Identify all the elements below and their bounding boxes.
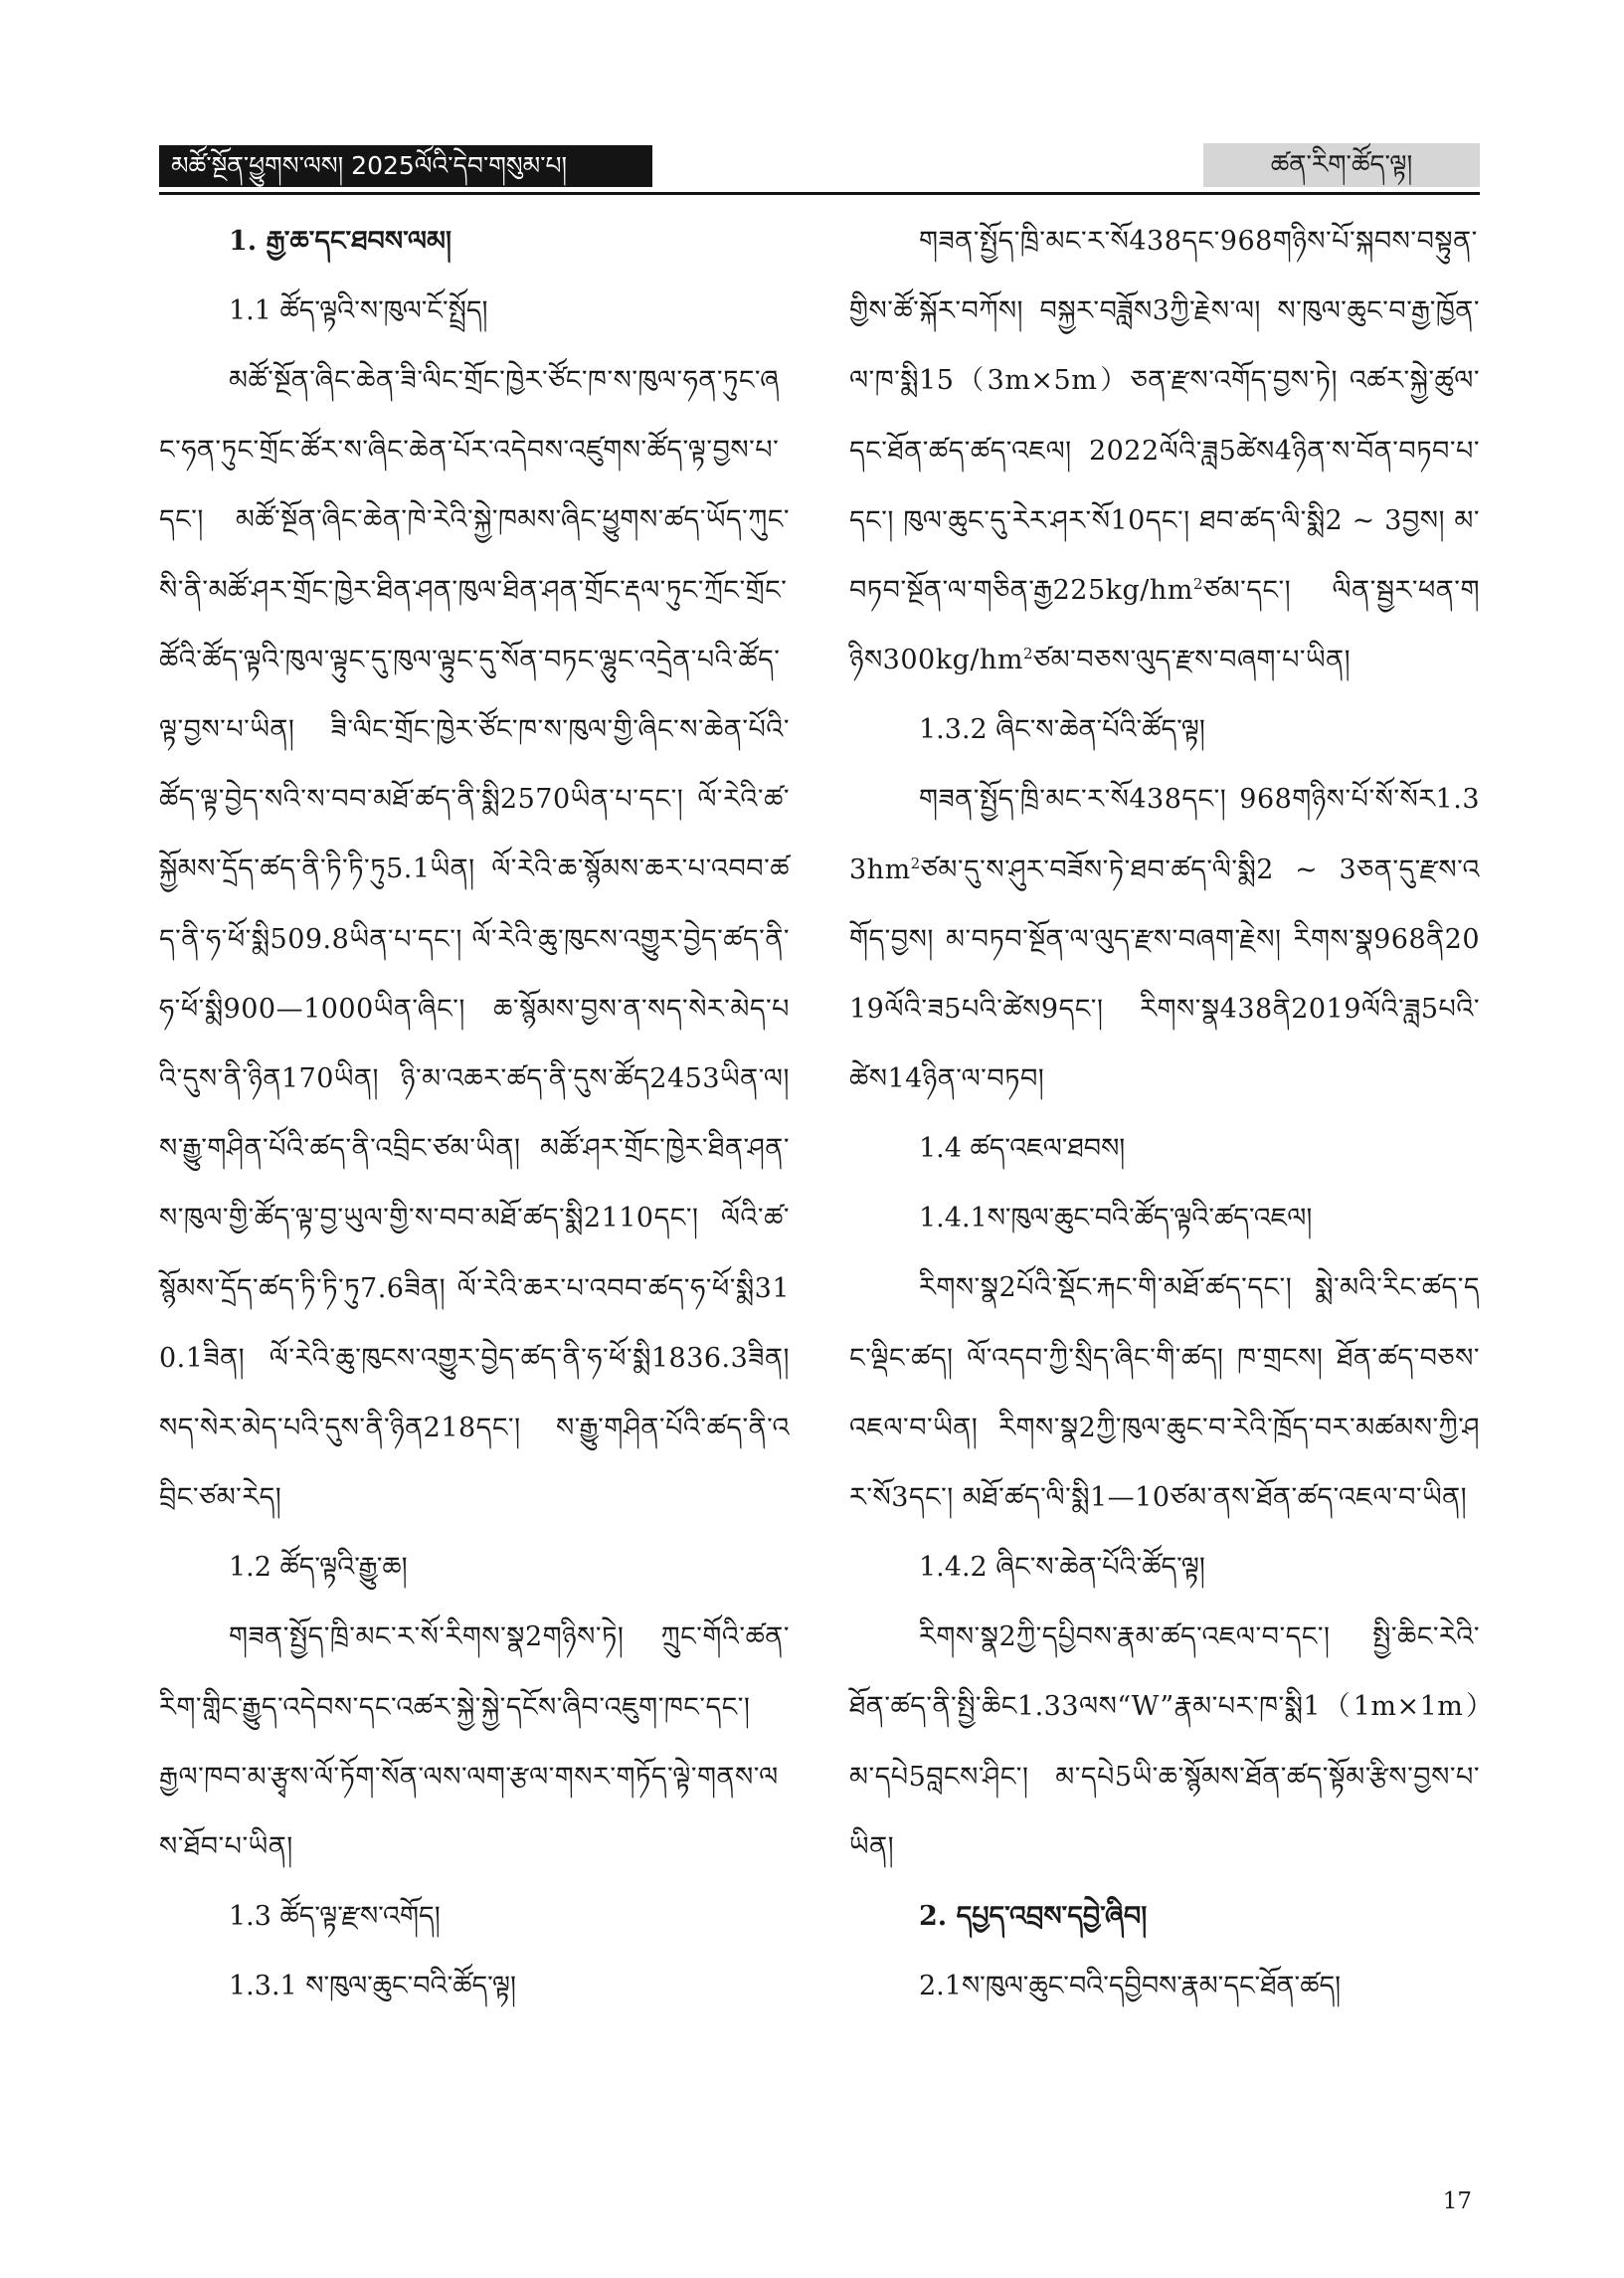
heading-1-2: 1.2 ཚོད་ལྟའི་རྒྱུ་ཆ། xyxy=(229,1552,408,1584)
heading-1-3-1: 1.3.1 ས་ཁུལ་ཆུང་བའི་ཚོད་ལྟ། xyxy=(229,1971,516,2002)
plot-design-text-b: ཙམ་དང་། ལིན་སྦྱར་ཕན་གཉིས300kg/hm xyxy=(849,575,1480,676)
heading-1-4-1: 1.4.1ས་ཁུལ་ཆུང་བའི་ཚོད་ལྟའི་ཚད་འཇལ། xyxy=(919,1203,1313,1234)
heading-1-4: 1.4 ཚད་འཇལ་ཐབས། xyxy=(919,1133,1126,1165)
page-number: 17 xyxy=(1442,2188,1472,2214)
plot-design-text-c: ཙམ་བཅས་ལུད་རྫས་བཞག་པ་ཡིན། xyxy=(1033,645,1352,676)
plot-design-text-a: གཟན་སྤྱོད་ཁྲི་མང་ར་སོ438དང་968གཉིས་པོ་སྐབས་བསྟུན་གྱིས་ཚོ་སྐོར་བཀོས། བསྐྱར་བཟློས3ཀྱི་རྗེས་ལ། ས་ཁུལ་ཆུང་བ་རྒྱ་ཁྱོན་ལ་ཁ་སྨི15（3m×5m）ཅན་རྫས་འགོད་བྱས་ཏེ། འཚར་སྐྱེ་ཚུལ་དང་ཐོན་ཚད་ཚད་འཇལ། 2022ལོའི་ཟླ5ཚེས4ཉིན་ས་བོན་བཏབ་པ་དང་། ཁུལ་ཆུང་དུ་རེར་ཤར་སོ10དང་། ཐབ་ཚད་ལི་སྨི2 ~ 3བྱས། མ་བཏབ་སྔོན་ལ་གཅིན་རྒྱ225kg/hm xyxy=(849,226,1480,607)
superscript: 2 xyxy=(1022,645,1033,664)
right-column xyxy=(849,207,1480,2021)
journal-header: མཚོ་སྔོན་ཕྱུགས་ལས། 2025ལོའི་དེབ་གསུམ་པ། xyxy=(159,145,652,187)
heading-1-3-2: 1.3.2 ཞིང་ས་ཆེན་པོའི་ཚོད་ལྟ། xyxy=(919,714,1205,746)
paragraph-measurements: རིགས་སྣ2པོའི་སྡོང་རྐང་གི་མཐོ་ཚད་དང་། སྨེ་མའི་རིང་ཚད་དང་ལྡིང་ཚད། ལོ་འདབ་ཀྱི་སྲིད་ཞིང་གི་ཚད། ཁ་གྲངས། ཐོན་ཚད་བཅས་འཇལ་བ་ཡིན། རིགས་སྣ2ཀྱི་ཁུལ་ཆུང་བ་རེའི་ཁྲོད་བར་མཚམས་ཀྱི་ཤར་སོ3དང་། མཐོ་ཚད་ལི་སྨི1—10ཙམ་ནས་ཐོན་ཚད་འཇལ་བ་ཡིན། xyxy=(849,1272,1480,1514)
heading-1-4-2: 1.4.2 ཞིང་ས་ཆེན་པོའི་ཚོད་ལྟ། xyxy=(919,1552,1205,1584)
heading-1: 1. རྒྱ་ཆ་དང་ཐབས་ལམ། xyxy=(229,226,451,257)
header-rule xyxy=(159,192,1480,195)
section-header: ཚན་རིག་ཚོད་ལྟ། xyxy=(1203,143,1480,187)
paragraph-field-trial xyxy=(849,765,1480,1114)
field-trial-text-a: གཟན་སྤྱོད་ཁྲི་མང་ར་སོ438དང་། 968གཉིས་པོ་སོ་སོར1.33hm xyxy=(849,784,1480,885)
heading-2-1: 2.1ས་ཁུལ་ཆུང་བའི་དབྱིབས་རྣམ་དང་ཐོན་ཚད། xyxy=(919,1971,1342,2002)
paragraph-plot-design xyxy=(849,207,1480,695)
left-column xyxy=(159,207,790,2021)
superscript: 2 xyxy=(910,854,921,872)
field-trial-text-b: ཙམ་དུ་ས་ཤུར་བཟོས་ཏེ་ཐབ་ཚད་ལི་སྨི2 ~ 3ཅན་དུ་རྫས་འགོད་བྱས། མ་བཏབ་སྔོན་ལ་ལུད་རྫས་བཞག་རྗེས། རིགས་སྣ968ནི2019ལོའི་ཟ5པའི་ཚེས9དང་། རིགས་སྣ438ནི2019ལོའི་ཟླ5པའི་ཚེས14ཉིན་ལ་བཏབ། xyxy=(849,854,1480,1095)
paragraph-materials: གཟན་སྤྱོད་ཁྲི་མང་ར་སོ་རིགས་སྣ2གཉིས་ཏེ། ཀྲུང་གོའི་ཚན་རིག་གླིང་རྒྱུད་འདེབས་དང་འཚར་སྐྱེ་སྐྱེ་དངོས་ཞིབ་འཇུག་ཁང་དང་། རྒྱལ་ཁབ་མ་རྩྭས་ལོ་ཏོག་སོན་ལས་ལག་རྩལ་གསར་གཏོད་ལྟེ་གནས་ལས་ཐོབ་པ་ཡིན། xyxy=(159,1621,790,1863)
paragraph-test-site: མཚོ་སྔོན་ཞིང་ཆེན་ཟི་ལིང་གྲོང་ཁྱེར་ཙོང་ཁ་ས་ཁུལ་ཧན་ཏུང་ཞང་ཧན་ཏུང་གྲོང་ཚོར་ས་ཞིང་ཆེན་པོར་འདེབས་འཛུགས་ཚོད་ལྟ་བྱས་པ་དང་། མཚོ་སྔོན་ཞིང་ཆེན་ཁེ་རེའི་སྐྱེ་ཁམས་ཞིང་ཕྱུགས་ཚད་ཡོད་ཀུང་སི་ནི་མཚོ་ཤར་གྲོང་ཁྱེར་ཐིན་ཤན་ཁུལ་ཐིན་ཤན་གྲོང་རྡལ་ཏུང་ཀྲོང་གྲོང་ཚོའི་ཚོད་ལྟའི་ཁུལ་ལྟུང་དུ་ཁུལ་ལྟུང་དུ་སོན་བཏང་ལྷུང་འདྲེན་པའི་ཚོད་ལྟ་བྱས་པ་ཡིན། ཟི་ལིང་གྲོང་ཁྱེར་ཙོང་ཁ་ས་ཁུལ་གྱི་ཞིང་ས་ཆེན་པོའི་ཚོད་ལྟ་བྱེད་སའི་ས་བབ་མཐོ་ཚད་ནི་སྨི2570ཡིན་པ་དང་། ལོ་རེའི་ཚ་སྐྱོམས་དྲོད་ཚད་ནི་ཏི་ཏི་ཏུ5.1ཡིན། ལོ་རེའི་ཆ་སྙོམས་ཆར་པ་འབབ་ཚད་ནི་ཧ་ཕོ་སྨི509.8ཡིན་པ་དང་། ལོ་རེའི་ཆུ་ཁུངས་འགྱུར་བྱེད་ཚད་ནི་ཧ་ཕོ་སྨི900—1000ཡིན་ཞིང་། ཆ་སྙོམས་བྱས་ན་སད་སེར་མེད་པའི་དུས་ནི་ཉིན170ཡིན། ཉི་མ་འཆར་ཚད་ནི་དུས་ཚོད2453ཡིན་ལ། ས་རྒྱུ་གཤིན་པོའི་ཚད་ནི་འབྲིང་ཙམ་ཡིན། མཚོ་ཤར་གྲོང་ཁྱེར་ཐིན་ཤན་ས་ཁུལ་གྱི་ཚོད་ལྟ་བྱ་ཡུལ་གྱི་ས་བབ་མཐོ་ཚད་སྨི2110དང་། ལོའི་ཚ་སྙོམས་དྲོད་ཚད་ཏི་ཏི་ཏུ7.6ཟིན། ལོ་རེའི་ཆར་པ་འབབ་ཚད་ཧ་ཕོ་སྨི310.1ཟིན། ལོ་རེའི་ཆུ་ཁུངས་འགྱུར་བྱེད་ཚད་ནི་ཧ་ཕོ་སྨི1836.3ཟིན། སད་སེར་མེད་པའི་དུས་ནི་ཉིན218དང་། ས་རྒྱུ་གཤིན་པོའི་ཚད་ནི་འབྲིང་ཙམ་རེད། xyxy=(159,365,790,1514)
heading-1-3: 1.3 ཚོད་ལྟ་རྫས་འགོད། xyxy=(229,1901,441,1933)
paragraph-field-measurements: རིགས་སྣ2ཀྱི་དཔྱིབས་རྣམ་ཚད་འཇལ་བ་དང་། སྤྱི་ཆིང་རེའི་ཐོན་ཚད་ནི་སྤྱི་ཆིང1.33ལས“W”རྣམ་པར་ཁ་སྨི1（1m×1m）མ་དཔེ5བླངས་ཤིང་། མ་དཔེ5ཡི་ཆ་སྙོམས་ཐོན་ཚད་སྟོམ་རྩིས་བྱས་པ་ཡིན། xyxy=(849,1621,1480,1862)
heading-1-1: 1.1 ཚོད་ལྟའི་ས་ཁུལ་ངོ་སྤྲོད། xyxy=(229,295,488,326)
heading-2: 2. དཔྱད་འབྲས་དབྱེ་ཞིབ། xyxy=(919,1901,1148,1933)
superscript: 2 xyxy=(1192,575,1203,594)
